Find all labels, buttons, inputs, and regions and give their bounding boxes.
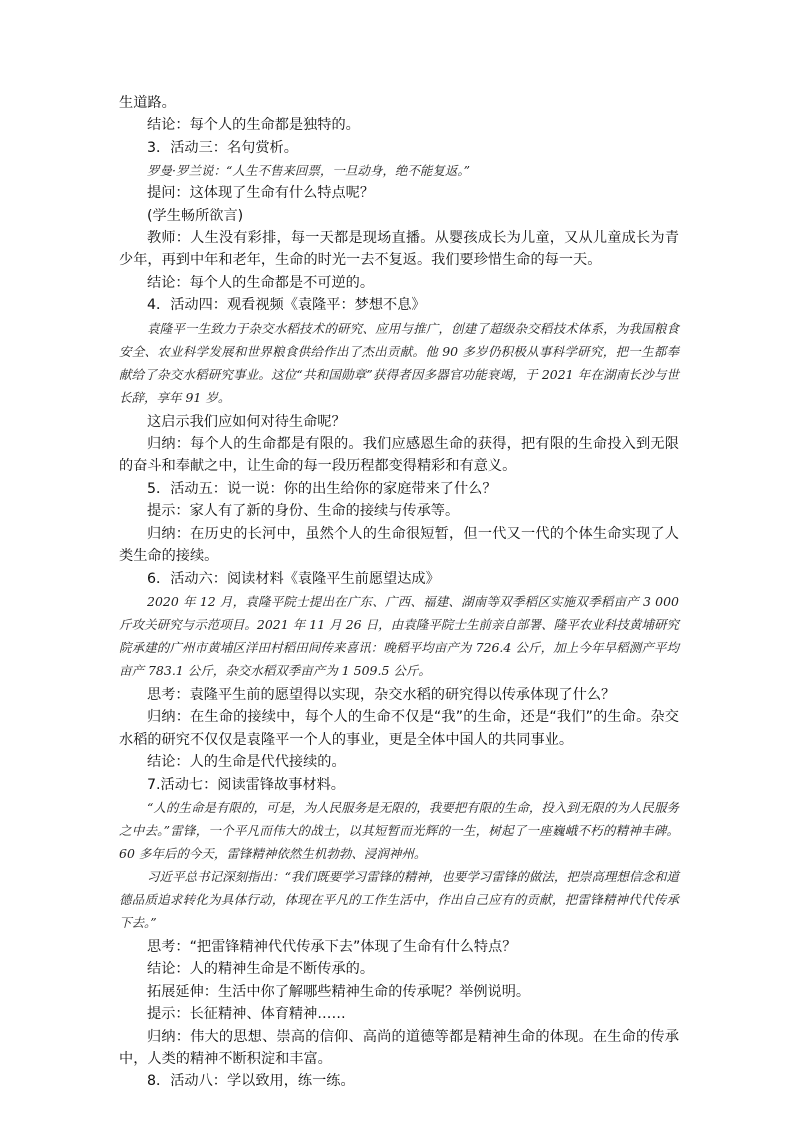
material-text: 习近平总书记深刻指出：“我们既要学习雷锋的精神，也要学习雷锋的做法，把崇高理想信念和道德品质追求转化为具体行动，体现在平凡的工作生活中，作出自己应有的贡献，把雷锋精神代代传承下去。” <box>119 868 679 930</box>
document-page <box>119 92 679 1093</box>
question-text: 思考：袁隆平生前的愿望得以实现，杂交水稻的研究得以传承体现了什么？ <box>147 686 616 703</box>
conclusion-text: 结论：人的生命是代代接续的。 <box>147 754 346 771</box>
activity-heading: 4．活动四：观看视频《袁隆平：梦想不息》 <box>147 297 426 314</box>
conclusion-text: 结论：人的精神生命是不断传承的。 <box>147 961 375 978</box>
activity-heading: 8．活动八：学以致用，练一练。 <box>147 1073 355 1090</box>
activity-heading: 5．活动五：说一说：你的出生给你的家庭带来了什么？ <box>147 480 497 497</box>
summary-text: 归纳：伟大的思想、崇高的信仰、高尚的道德等都是精神生命的体现。在生命的传承中，人类的精神不断积淀和丰富。 <box>119 1028 679 1067</box>
activity-heading: 3．活动三：名句赏析。 <box>147 139 298 156</box>
question-text: 提问：这体现了生命有什么特点呢？ <box>147 185 375 202</box>
activity-heading: 6．活动六：阅读材料《袁隆平生前愿望达成》 <box>147 570 440 587</box>
summary-text: 归纳：在历史的长河中，虽然个人的生命很短暂，但一代又一代的个体生命实现了人类生命的接续。 <box>119 525 679 565</box>
quote-text: 罗曼·罗兰说：“人生不售来回票，一旦动身，绝不能复返。” <box>147 163 471 179</box>
conclusion-text: 结论：每个人的生命都是独特的。 <box>147 117 360 134</box>
note-text: (学生畅所欲言) <box>147 207 244 224</box>
activity-heading: 7.活动七：阅读雷锋故事材料。 <box>147 776 345 793</box>
hint-text: 提示：长征精神、体育精神…… <box>147 1006 346 1023</box>
summary-text: 归纳：在生命的接续中，每个人的生命不仅是“我”的生命，还是“我们”的生命。杂交水稻的研究不仅仅是袁隆平一个人的事业，更是全体中国人的共同事业。 <box>119 709 679 748</box>
material-text: 袁隆平一生致力于杂交水稻技术的研究、应用与推广，创建了超级杂交稻技术体系，为我国粮食安全、农业科学发展和世界粮食供给作出了杰出贡献。他 90 多岁仍积极从事科学研究，把一生都奉献给了杂交水稻研究事业。这位“共和国勋章”获得者因多器官功能衰竭，于 2021 年在湖南长沙与世长辞，享年 91 岁。 <box>119 320 679 405</box>
summary-text: 归纳：每个人的生命都是有限的。我们应感恩生命的获得，把有限的生命投入到无限的奋斗和奉献之中，让生命的每一段历程都变得精彩和有意义。 <box>119 436 679 475</box>
teacher-text: 教师：人生没有彩排，每一天都是现场直播。从婴孩成长为儿童，又从儿童成长为青少年，再到中年和老年，生命的时光一去不复返。我们要珍惜生命的每一天。 <box>119 230 679 269</box>
conclusion-text: 结论：每个人的生命都是不可逆的。 <box>147 274 375 291</box>
paragraph: 生道路。 <box>119 95 176 111</box>
question-text: 思考：“把雷锋精神代代传承下去”体现了生命有什么特点？ <box>147 938 517 955</box>
hint-text: 提示：家人有了新的身份、生命的接续与传承等。 <box>147 503 460 520</box>
material-text: 2020 年 12 月，袁隆平院士提出在广东、广西、福建、湖南等双季稻区实施双季稻亩产 3 000 斤攻关研究与示范项目。2021 年 11 月 26 日，由袁隆平院士生前亲自部署、隆平农业科技黄埔研究院承建的广州市黄埔区洋田村稻田间传来喜讯：晚稻平均亩产为 726.4 公斤，加上今年早稻测产平均亩产 783.1 公斤，杂交水稻双季亩产为 1 509.5 公斤。 <box>119 593 679 678</box>
material-text: “人的生命是有限的，可是，为人民服务是无限的，我要把有限的生命，投入到无限的为人民服务之中去。”雷锋，一个平凡而伟大的战士，以其短暂而光辉的一生，树起了一座巍峨不朽的精神丰碑。60 多年后的今天，雷锋精神依然生机勃勃、浸润神州。 <box>119 799 679 861</box>
extension-text: 拓展延伸：生活中你了解哪些精神生命的传承呢？举例说明。 <box>147 983 531 1000</box>
question-text: 这启示我们应如何对待生命呢？ <box>147 413 346 430</box>
